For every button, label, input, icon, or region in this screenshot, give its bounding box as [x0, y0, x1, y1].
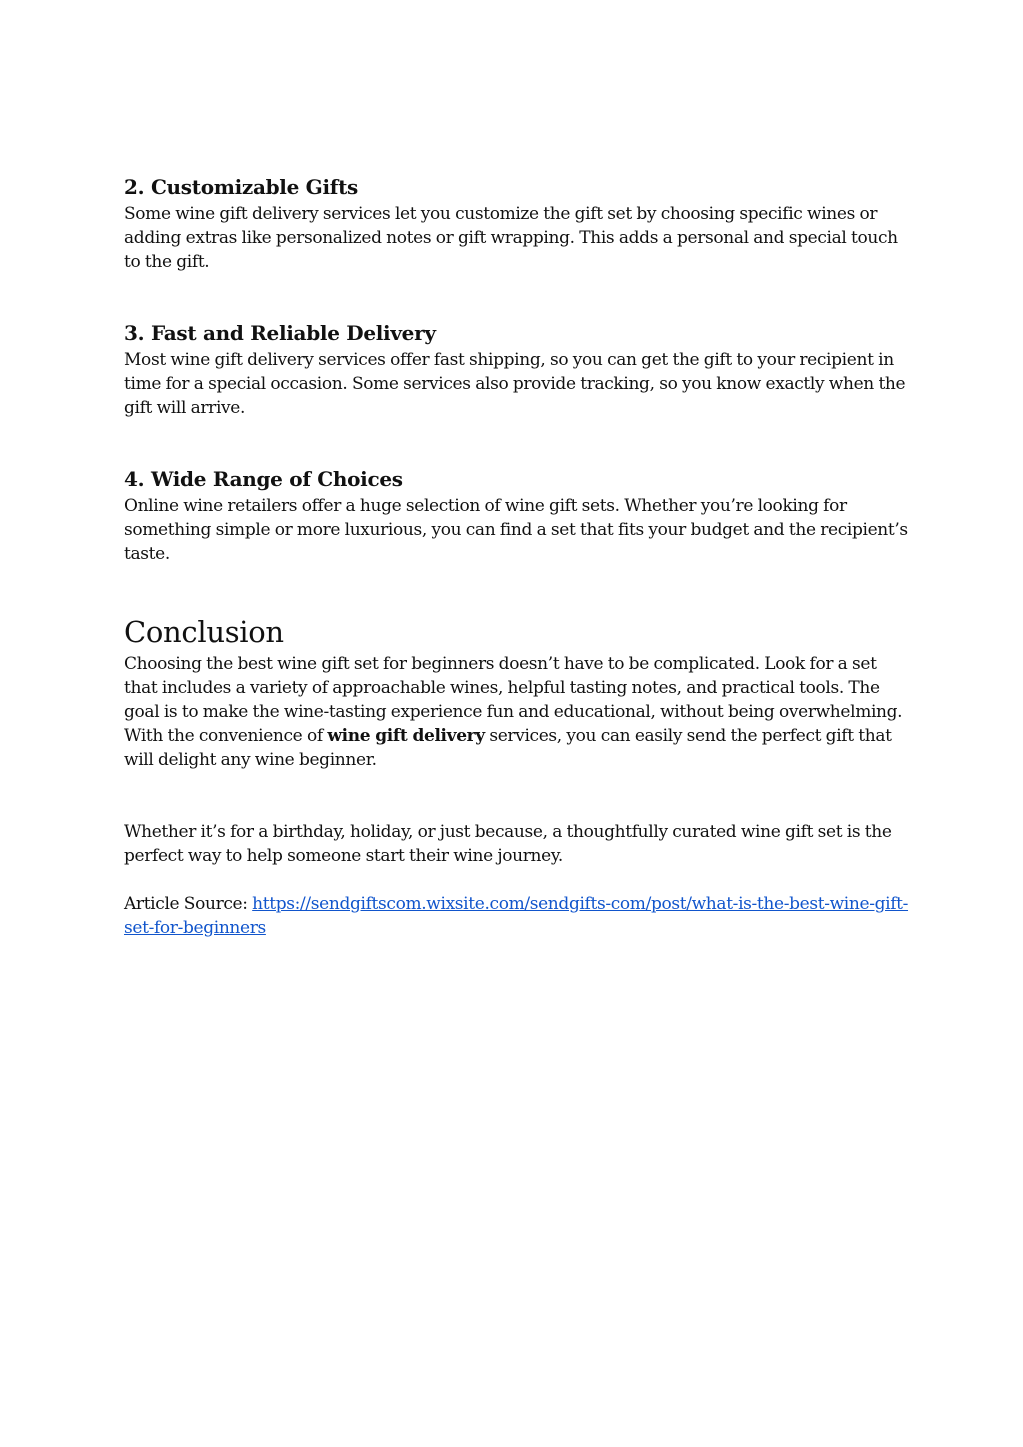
article-source-label: Article Source: — [124, 894, 253, 914]
section-wide-range — [124, 464, 909, 566]
section-body: Most wine gift delivery services offer fast shipping, so you can get the gift to your recipient in time for a special occasion. Some services also provide tracking, so you know exactly when the gift will arrive. — [124, 350, 906, 418]
spacer — [124, 274, 909, 318]
conclusion-heading: Conclusion — [124, 615, 284, 649]
spacer — [124, 420, 909, 464]
document-page — [124, 172, 909, 940]
section-fast-delivery — [124, 318, 909, 420]
article-source-link[interactable]: https://sendgiftscom.wixsite.com/sendgifts-com/post/what-is-the-best-wine-gift-set-for-beginners — [124, 894, 909, 938]
section-body: Online wine retailers offer a huge selection of wine gift sets. Whether you’re looking for something simple or more luxurious, you can find a set that fits your budget and the recipient’s taste. — [124, 496, 908, 564]
section-heading: 3. Fast and Reliable Delivery — [124, 321, 436, 345]
conclusion-body-end: services, you can easily send the perfect gift that will delight any wine beginner. — [124, 726, 892, 770]
conclusion-body-start: Choosing the best wine gift set for beginners doesn’t have to be complicated. Look for a set that includes a variety of approachable wines, helpful tasting notes, and practical tools. The goal is to make the wine-tasting experience fun and educational, without being overwhelming. With the convenience of — [124, 654, 903, 746]
spacer — [124, 868, 909, 892]
spacer — [124, 566, 909, 612]
section-heading: 2. Customizable Gifts — [124, 175, 358, 199]
section-conclusion — [124, 612, 909, 772]
article-source — [124, 892, 909, 940]
spacer — [124, 772, 909, 820]
section-customizable-gifts — [124, 172, 909, 274]
section-body: Some wine gift delivery services let you customize the gift set by choosing specific wines or adding extras like personalized notes or gift wrapping. This adds a personal and special touch to the gift. — [124, 204, 898, 272]
conclusion-keyword: wine gift delivery — [327, 726, 485, 746]
conclusion-body — [124, 652, 909, 772]
section-heading: 4. Wide Range of Choices — [124, 467, 403, 491]
closing-paragraph: Whether it’s for a birthday, holiday, or just because, a thoughtfully curated wine gift set is the perfect way to help someone start their wine journey. — [124, 822, 892, 866]
